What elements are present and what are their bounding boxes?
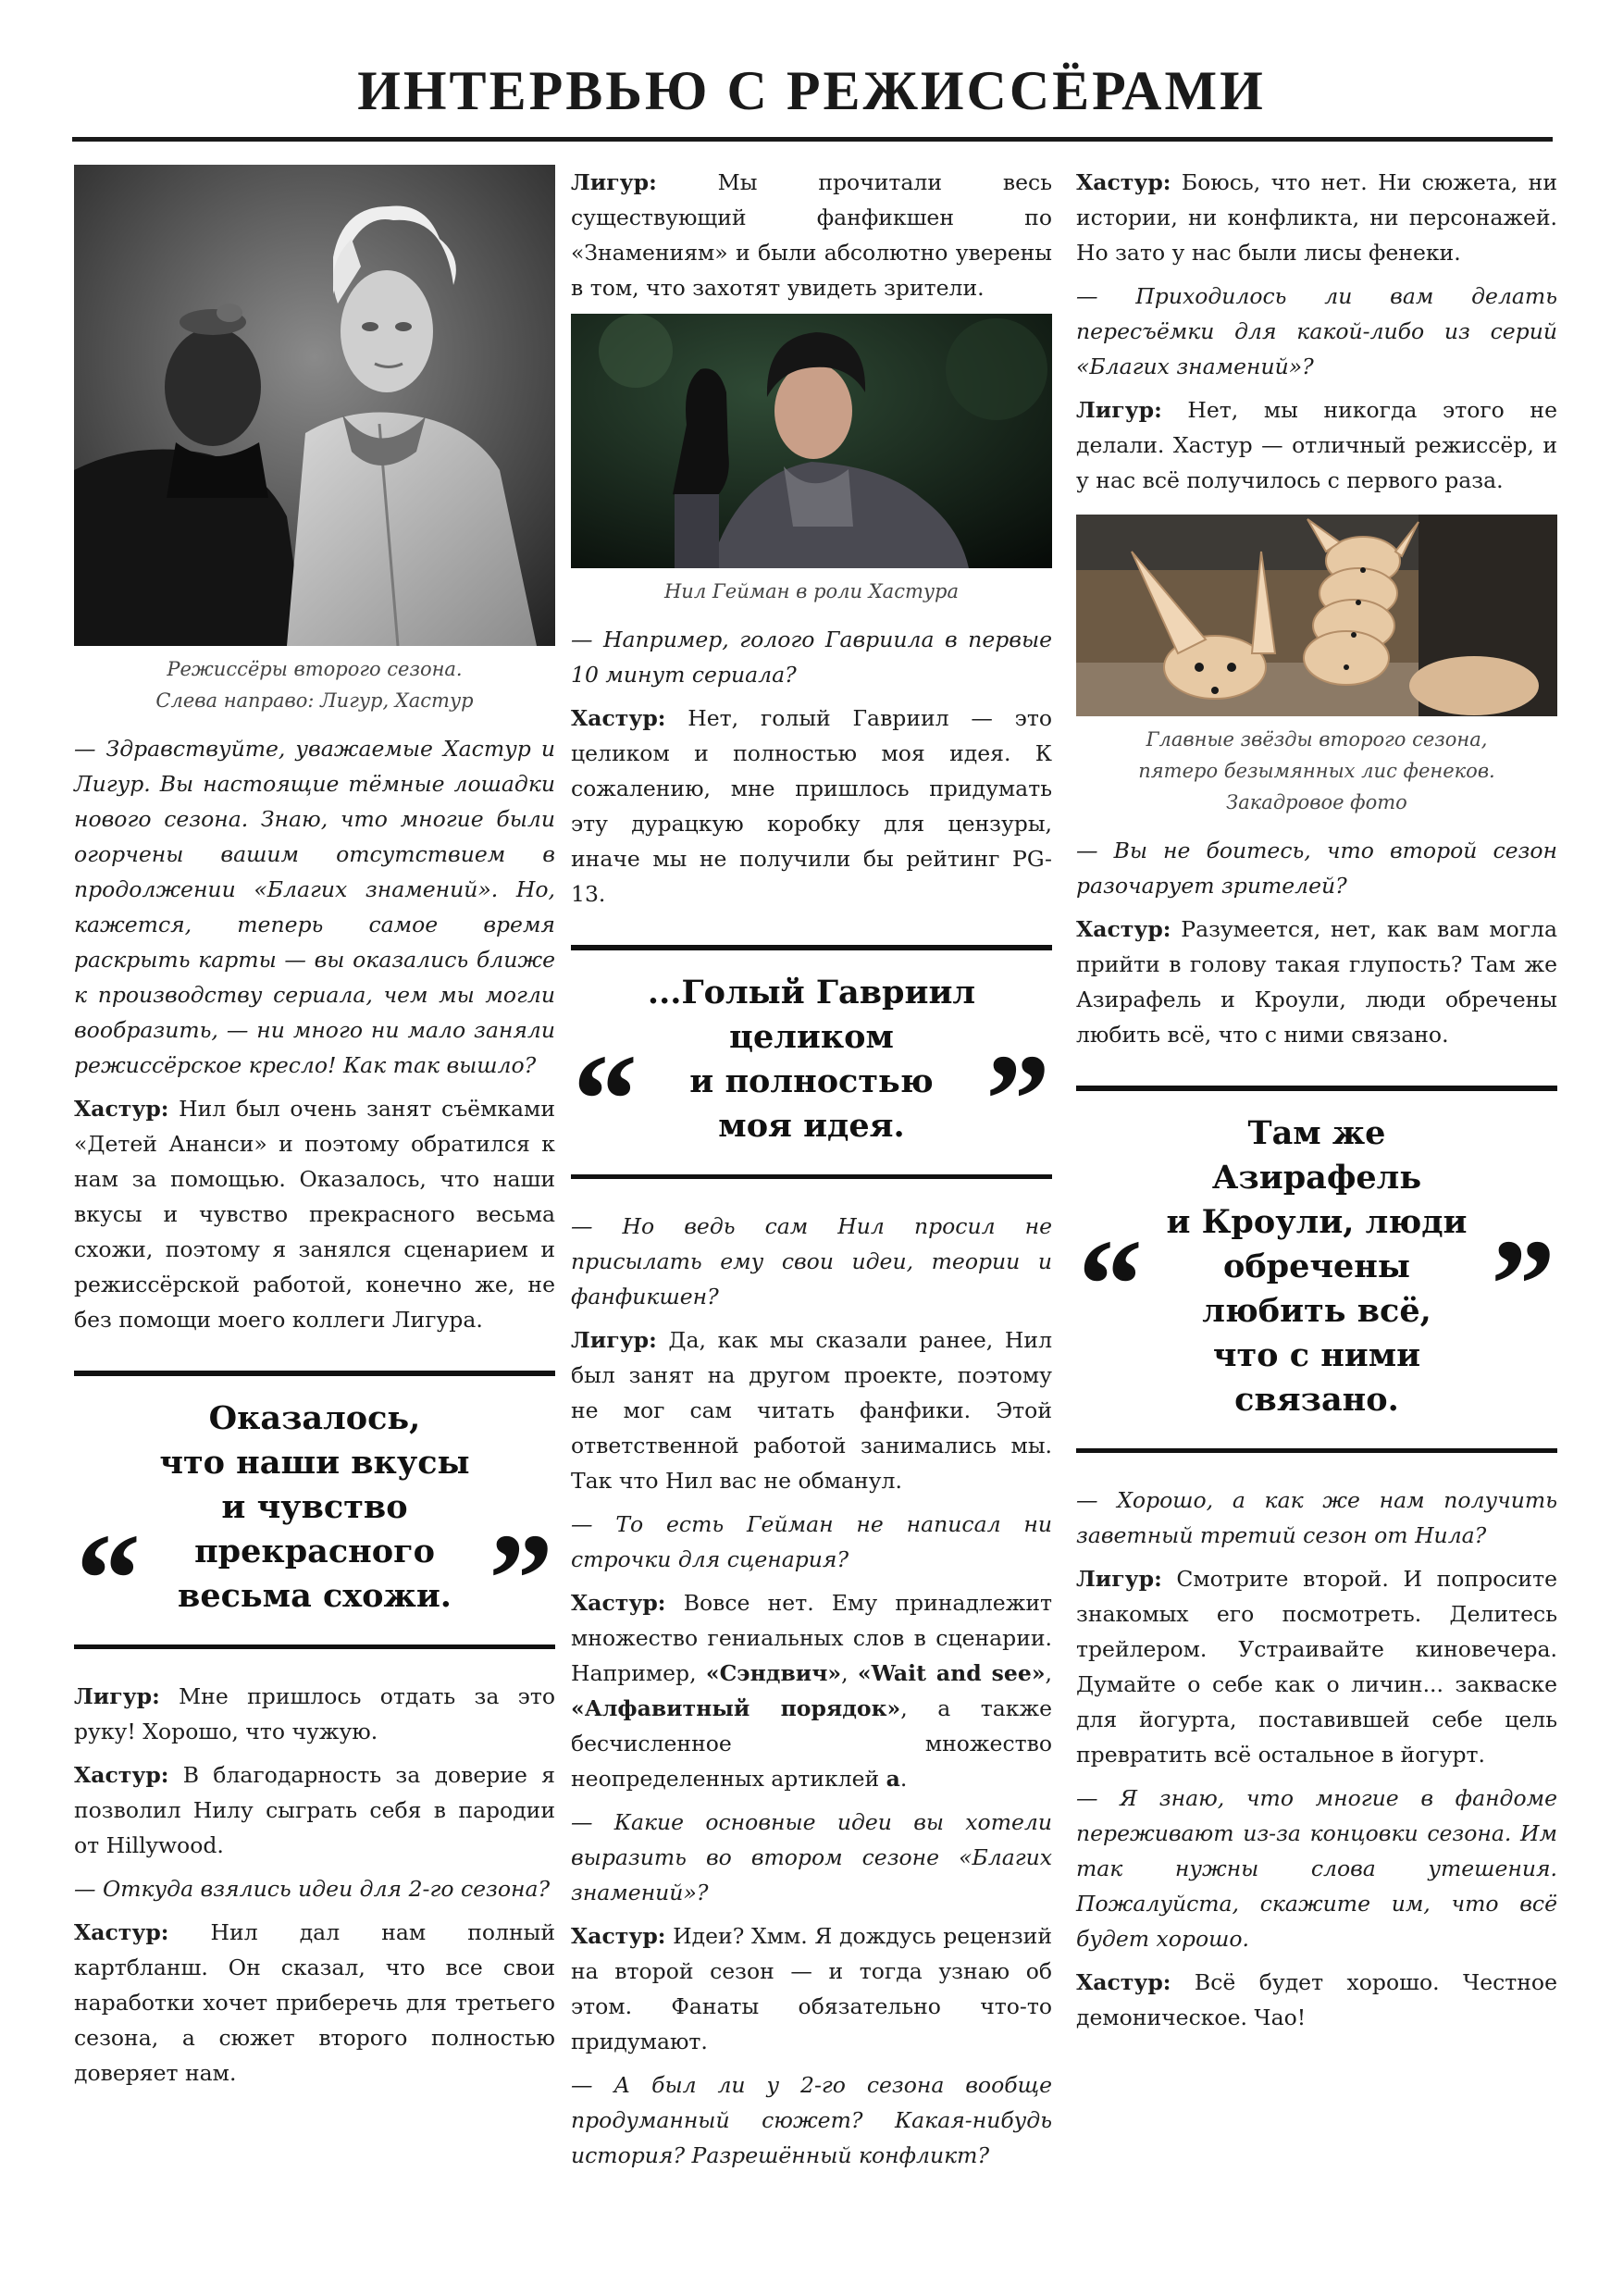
pull-quote-line: и полностью	[689, 1062, 934, 1100]
close-quote-icon: ”	[489, 1508, 553, 1651]
foxes-caption	[1076, 724, 1557, 818]
answer-text: Да, как мы сказали ранее, Нил был занят на другом проекте, поэтому не мог сам читать фанфики. Этой ответственной работой занимались мы. Так что Нил вас не обманул.	[571, 1327, 1052, 1494]
speaker-name: Хастур:	[571, 1590, 666, 1616]
caption-line: Слева направо: Лигур, Хастур	[155, 689, 474, 712]
answer-text: Боюсь, что нет. Ни сюжета, ни истории, ни конфликта, ни персонажей. Но зато у нас были лисы фенеки.	[1076, 169, 1557, 266]
interview-question: — А был ли у 2-го сезона вообще продуманный сюжет? Какая-нибудь история? Разрешённый конфликт?	[571, 2072, 1052, 2168]
open-quote-icon: “	[76, 1508, 141, 1651]
pull-quote	[571, 945, 1052, 1179]
interview-question: — Здравствуйте, уважаемые Хастур и Лигур. Вы настоящие тёмные лошадки нового сезона. Знаю, что многие были огорчены вашим отсутствием в продолжении «Благих знамений». Но, кажется, теперь самое время раскрыть карты — вы оказались ближе к производству сериала, чем мы могли вообразить, — ни много ни мало заняли режиссёрское кресло! Как так вышло?	[74, 736, 555, 1078]
interview-question: — Но ведь сам Нил просил не присылать ему свои идеи, теории и фанфикшен?	[571, 1213, 1052, 1309]
pull-quote-line: Там же Азирафель	[1211, 1114, 1422, 1197]
pull-quote-line: и Кроули, люди	[1166, 1203, 1468, 1241]
pull-quote-line: любить всё,	[1202, 1292, 1431, 1330]
speaker-name: Лигур:	[571, 1327, 657, 1353]
interview-answer	[571, 1585, 1052, 1796]
speaker-name: Лигур:	[1076, 397, 1162, 423]
interview-question: — То есть Гейман не написал ни строчки для сценария?	[571, 1511, 1052, 1572]
interview-answer	[74, 1679, 555, 1749]
pull-quote-line: и чувство	[221, 1488, 408, 1526]
answer-text: Разумеется, нет, как вам могла прийти в голову такая глупость? Там же Азирафель и Кроули, люди обречены любить всё, что с ними связано.	[1076, 916, 1557, 1048]
speaker-name: Хастур:	[1076, 169, 1171, 195]
column-1	[74, 165, 555, 2099]
interview-question: — Какие основные идеи вы хотели выразить во втором сезоне «Благих знамений»?	[571, 1809, 1052, 1905]
interview-answer	[571, 1322, 1052, 1498]
answer-text: Нет, голый Гавриил — это целиком и полностью моя идея. К сожалению, мне пришлось придумать эту дурацкую коробку для цензуры, иначе мы не получили бы рейтинг PG-13.	[571, 705, 1052, 907]
pull-quote-line: весьма схожи.	[178, 1577, 452, 1615]
interview-answer	[1076, 1561, 1557, 1772]
speaker-name: Хастур:	[1076, 916, 1171, 942]
interview-question: — Хорошо, а как же нам получить заветный третий сезон от Нила?	[1076, 1487, 1557, 1548]
answer-bold: «Алфавитный порядок»	[571, 1695, 901, 1721]
caption-line: Режиссёры второго сезона.	[167, 658, 463, 680]
pull-quote-line: обречены	[1222, 1247, 1411, 1285]
pull-quote-text	[1146, 1111, 1487, 1422]
speaker-name: Хастур:	[74, 1762, 169, 1788]
answer-text: Нет, мы никогда этого не делали. Хастур — отличный режиссёр, и у нас всё получилось с первого раза.	[1076, 397, 1557, 493]
interview-answer	[1076, 1965, 1557, 2035]
answer-text: Мы прочитали весь существующий фанфикшен по «Знамениям» и были абсолютно уверены в том, что захотят увидеть зрители.	[571, 169, 1052, 301]
answer-text: Вовсе нет. Ему принадлежит множество гениальных слов в сценарии. Например,	[571, 1590, 1052, 1686]
answer-text: .	[899, 1766, 908, 1792]
speaker-name: Лигур:	[1076, 1566, 1162, 1592]
interview-question: — Приходилось ли вам делать пересъёмки для какой-либо из серий «Благих знамений»?	[1076, 283, 1557, 379]
pull-quote-line: что наши вкусы	[159, 1444, 470, 1482]
pull-quote-line: целиком	[729, 1018, 894, 1056]
answer-text: Мне пришлось отдать за это руку! Хорошо, что чужую.	[74, 1683, 555, 1744]
close-quote-icon: ”	[985, 1028, 1050, 1172]
interview-answer	[1076, 165, 1557, 270]
caption-line: Главные звёзды второго сезона,	[1146, 728, 1488, 751]
interview-question: — Откуда взялись идеи для 2-го сезона?	[74, 1876, 551, 1902]
answer-text: Нил дал нам полный картбланш. Он сказал, что все свои наработки хочет приберечь для третьего сезона, а сюжет второго полностью доверяет нам.	[74, 1919, 555, 2086]
pull-quote-line: что с ними	[1212, 1336, 1421, 1374]
gaiman-photo	[571, 314, 1052, 568]
foxes-figure	[1076, 515, 1557, 818]
answer-text: Идеи? Хмм. Я дождусь рецензий на второй сезон — и тогда узнаю об этом. Фанаты обязательно что-то придумают.	[571, 1923, 1052, 2054]
pull-quote-line: связано.	[1234, 1381, 1399, 1419]
interview-question: — Вы не боитесь, что второй сезон разочарует зрителей?	[1076, 838, 1557, 899]
interview-answer	[74, 1757, 555, 1863]
foxes-photo	[1076, 515, 1557, 716]
interview-answer	[571, 165, 1052, 305]
close-quote-icon: ”	[1491, 1213, 1555, 1357]
title-rule	[72, 137, 1553, 142]
answer-text: ,	[841, 1660, 858, 1686]
answer-text: ,	[1045, 1660, 1052, 1686]
interview-answer	[1076, 912, 1557, 1052]
answer-text: Смотрите второй. И попросите знакомых его посмотреть. Делитесь трейлером. Устраивайте киновечера. Думайте о себе как о личин... закваске для йогурта, поставившей себе цель превратить всё остальное в йогурт.	[1076, 1566, 1557, 1768]
interview-answer	[1076, 392, 1557, 498]
pull-quote-line: моя идея.	[718, 1107, 905, 1145]
interview-question: — Я знаю, что многие в фандоме переживают из-за концовки сезона. Им так нужны слова утешения. Пожалуйста, скажите им, что всё будет хорошо.	[1076, 1785, 1557, 1952]
answer-bold: a	[886, 1766, 900, 1792]
speaker-name: Хастур:	[571, 1923, 666, 1949]
directors-photo	[74, 165, 555, 646]
answer-bold: «Wait and see»	[857, 1660, 1046, 1686]
column-3	[1076, 165, 1557, 2043]
open-quote-icon: “	[573, 1028, 638, 1172]
interview-answer	[571, 1918, 1052, 2059]
open-quote-icon: “	[1078, 1213, 1143, 1357]
interview-answer	[74, 1915, 555, 2091]
gaiman-figure	[571, 314, 1052, 607]
speaker-name: Лигур:	[571, 169, 657, 195]
pull-quote	[74, 1371, 555, 1649]
speaker-name: Хастур:	[571, 705, 666, 731]
speaker-name: Хастур:	[74, 1919, 169, 1945]
page-title: ИНТЕРВЬЮ С РЕЖИССЁРАМИ	[357, 60, 1266, 121]
pull-quote	[1076, 1086, 1557, 1453]
answer-text: , а также бесчисленное множество неопределенных артиклей	[571, 1695, 1052, 1792]
pull-quote-line: прекрасного	[194, 1533, 435, 1570]
pull-quote-line: Оказалось,	[208, 1399, 421, 1437]
interview-question: — Например, голого Гавриила в первые 10 минут сериала?	[571, 627, 1052, 688]
answer-text: Всё будет хорошо. Честное демоническое. Чао!	[1076, 1969, 1557, 2030]
directors-caption	[74, 653, 555, 716]
speaker-name: Лигур:	[74, 1683, 160, 1709]
speaker-name: Хастур:	[1076, 1969, 1171, 1995]
pull-quote-line: ...Голый Гавриил	[647, 974, 976, 1011]
interview-answer	[74, 1091, 555, 1337]
column-2	[571, 165, 1052, 2181]
answer-text: Нил был очень занят съёмками «Детей Ананси» и поэтому обратился к нам за помощью. Оказалось, что наши вкусы и чувство прекрасного весьма схожи, поэтому я занялся сценарием и режиссёрской работой, конечно же, не без помощи моего коллеги Лигура.	[74, 1096, 555, 1333]
interview-answer	[571, 701, 1052, 912]
gaiman-caption: Нил Гейман в роли Хастура	[663, 580, 960, 602]
answer-bold: «Сэндвич»	[705, 1660, 842, 1686]
caption-line: пятеро безымянных лис фенеков.	[1138, 760, 1495, 782]
caption-line: Закадровое фото	[1226, 791, 1407, 813]
pull-quote-text	[144, 1396, 485, 1619]
speaker-name: Хастур:	[74, 1096, 169, 1122]
pull-quote-text	[641, 971, 982, 1148]
answer-text: В благодарность за доверие я позволил Нилу сыграть себя в пародии от Hillywood.	[74, 1762, 555, 1858]
directors-figure	[74, 165, 555, 716]
